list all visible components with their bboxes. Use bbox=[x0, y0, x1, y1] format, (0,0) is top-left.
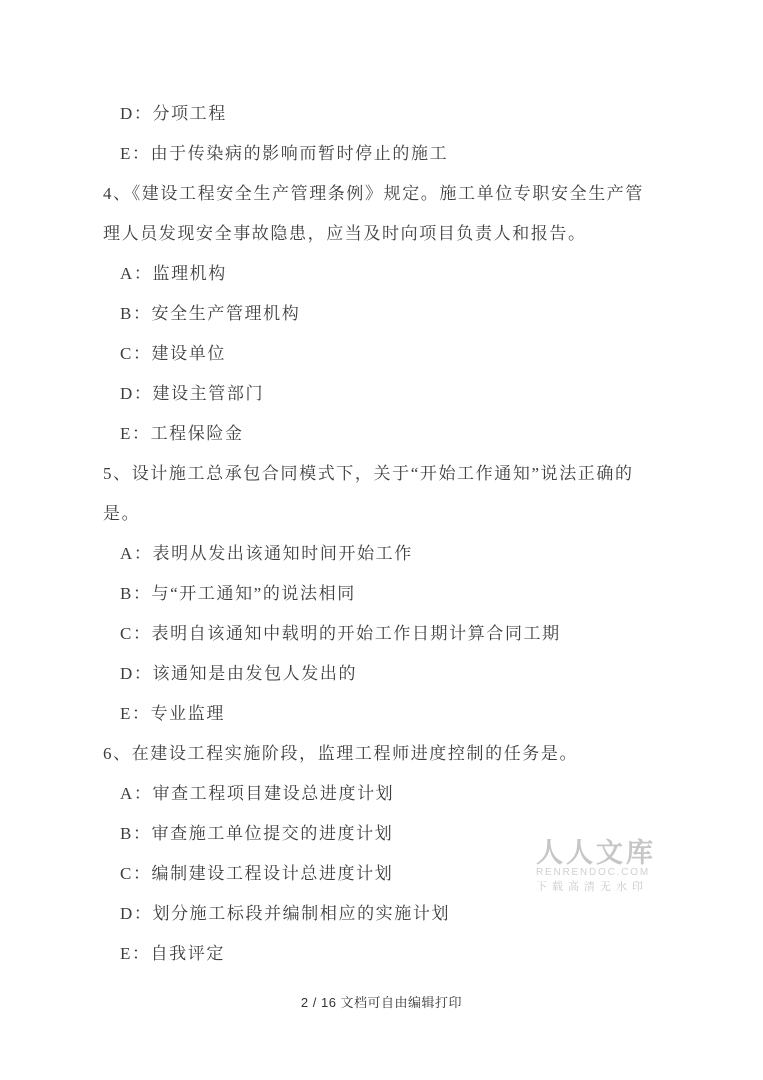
option-line: D：建设主管部门 bbox=[120, 384, 265, 403]
option-line: C：表明自该通知中载明的开始工作日期计算合同工期 bbox=[120, 624, 561, 643]
watermark-domain-text: RENRENDOC.COM bbox=[536, 867, 650, 878]
option-line: B：审查施工单位提交的进度计划 bbox=[120, 824, 394, 843]
option-line: D：划分施工标段并编制相应的实施计划 bbox=[120, 904, 451, 923]
question-5-stem-cont: 是。 bbox=[103, 504, 141, 523]
option-line: A：监理机构 bbox=[120, 264, 227, 283]
option-line: D：该通知是由发包人发出的 bbox=[120, 664, 358, 683]
option-line: A：审查工程项目建设总进度计划 bbox=[120, 784, 395, 803]
option-line: C：编制建设工程设计总进度计划 bbox=[120, 864, 394, 883]
option-line: E：自我评定 bbox=[120, 944, 225, 963]
option-line: A：表明从发出该通知时间开始工作 bbox=[120, 544, 413, 563]
watermark-brand-text: 人人文库 bbox=[536, 838, 656, 868]
watermark-tagline-text: 下载高清无水印 bbox=[536, 881, 648, 893]
site-watermark bbox=[536, 839, 676, 893]
question-6-stem: 6、在建设工程实施阶段，监理工程师进度控制的任务是。 bbox=[103, 744, 579, 763]
option-line: E：工程保险金 bbox=[120, 424, 244, 443]
option-line: E：专业监理 bbox=[120, 704, 225, 723]
option-line: B：安全生产管理机构 bbox=[120, 304, 301, 323]
question-4-stem-cont: 理人员发现安全事故隐患，应当及时向项目负责人和报告。 bbox=[103, 224, 587, 243]
option-line: D：分项工程 bbox=[120, 104, 227, 123]
question-4-stem: 4、《建设工程安全生产管理条例》规定。施工单位专职安全生产管 bbox=[103, 184, 644, 203]
question-5-stem: 5、设计施工总承包合同模式下，关于“开始工作通知”说法正确的 bbox=[103, 464, 634, 483]
option-line: C：建设单位 bbox=[120, 344, 226, 363]
page-footer: 2 / 16 文档可自由编辑打印 bbox=[300, 995, 463, 1010]
option-line: B：与“开工通知”的说法相同 bbox=[120, 584, 356, 603]
option-line: E：由于传染病的影响而暂时停止的施工 bbox=[120, 144, 449, 163]
